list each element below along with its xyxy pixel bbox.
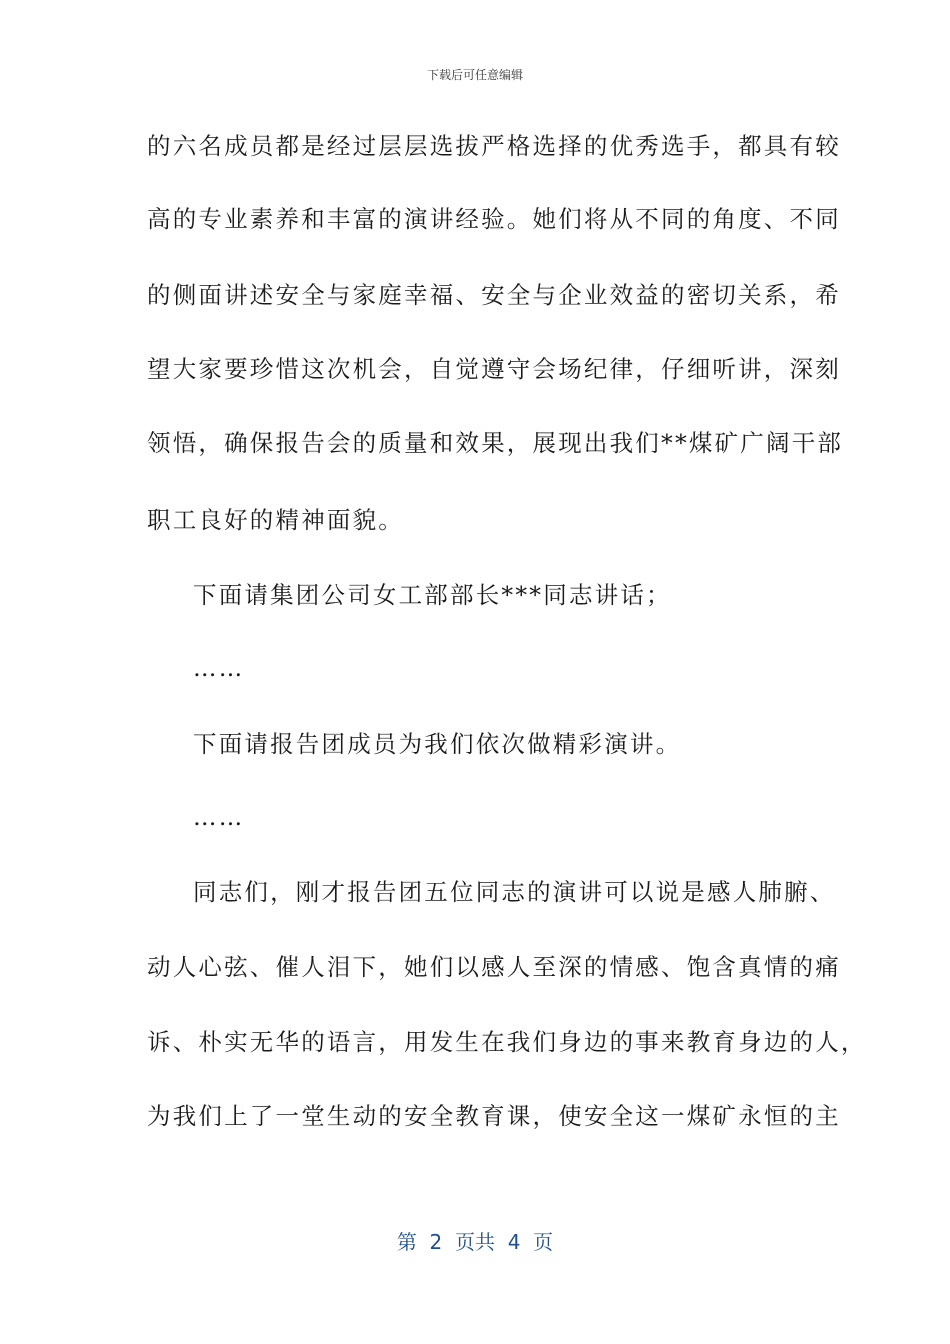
body-line: 的侧面讲述安全与家庭幸福、安全与企业效益的密切关系，希 (147, 281, 841, 309)
body-line: 的六名成员都是经过层层选拔严格选择的优秀选手，都具有较 (147, 132, 841, 160)
body-line: 高的专业素养和丰富的演讲经验。她们将从不同的角度、不同 (147, 205, 841, 233)
body-line-ellipsis: …… (193, 654, 245, 682)
body-line: 职工良好的精神面貌。 (147, 506, 404, 534)
body-line: 望大家要珍惜这次机会，自觉遵守会场纪律，仔细听讲，深刻 (147, 355, 841, 383)
body-line: 下面请集团公司女工部部长***同志讲话； (193, 581, 672, 609)
page-header: 下载后可任意编辑 (426, 68, 523, 82)
body-line: 动人心弦、催人泪下，她们以感人至深的情感、饱含真情的痛 (147, 953, 841, 981)
body-line: 诉、朴实无华的语言，用发生在我们身边的事来教育身边的人， (147, 1028, 867, 1056)
body-line: 同志们，刚才报告团五位同志的演讲可以说是感人肺腑、 (193, 878, 836, 906)
body-line: 为我们上了一堂生动的安全教育课，使安全这一煤矿永恒的主 (147, 1102, 841, 1130)
body-line: 下面请报告团成员为我们依次做精彩演讲。 (193, 730, 682, 758)
body-line: 领悟，确保报告会的质量和效果，展现出我们**煤矿广阔干部 (147, 429, 844, 457)
body-line-ellipsis: …… (193, 803, 245, 831)
page-number-footer: 第 2 页共 4 页 (396, 1230, 554, 1254)
